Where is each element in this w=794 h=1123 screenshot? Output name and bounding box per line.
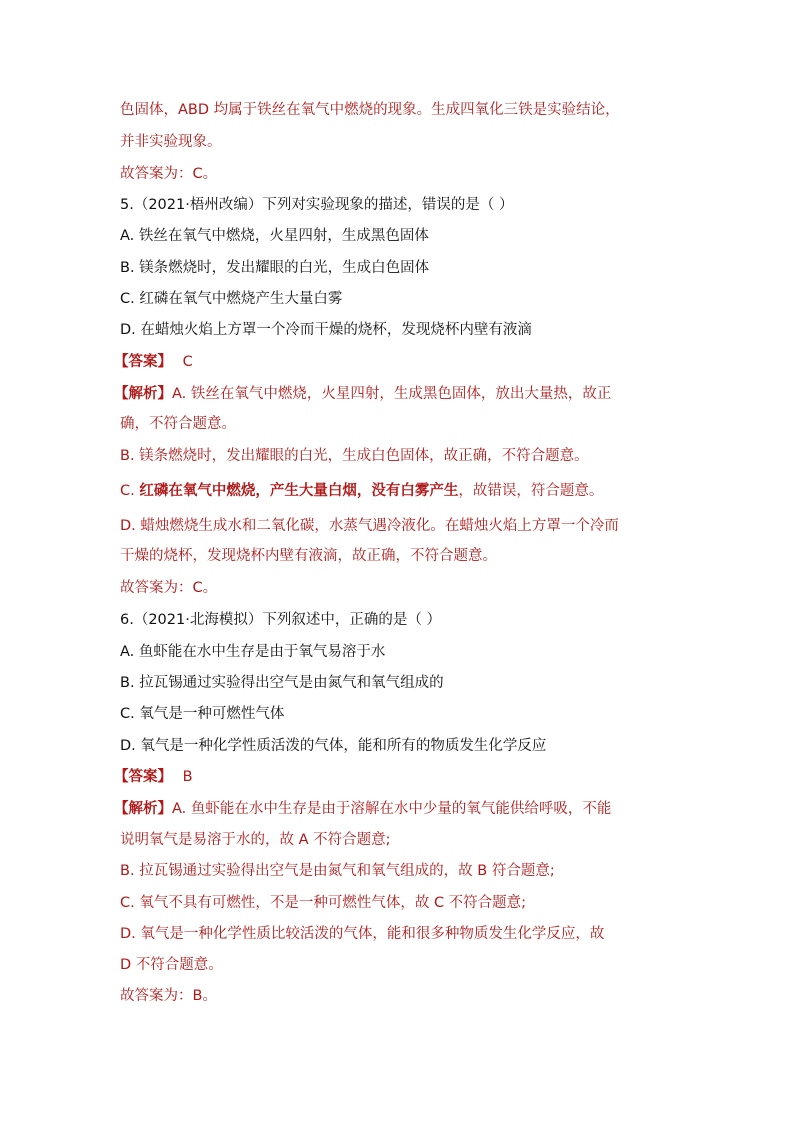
q5-final-answer: 故答案为：C。 xyxy=(120,580,218,596)
q6-option-a: A. 鱼虾能在水中生存是由于氧气易溶于水 xyxy=(120,644,386,660)
answer-value: B xyxy=(182,769,193,785)
q6-analysis-d: D. 氧气是一种化学性质比较活泼的气体，能和很多种物质发生化学反应，故 xyxy=(120,926,605,942)
q5-option-c: C. 红磷在氧气中燃烧产生大量白雾 xyxy=(120,291,343,307)
q6-option-d: D. 氧气是一种化学性质活泼的气体，能和所有的物质发生化学反应 xyxy=(120,738,547,754)
q5-analysis-c-tail: ，故错误，符合题意。 xyxy=(458,483,604,499)
q6-analysis-a-text: A. 鱼虾能在水中生存是由于溶解在水中少量的氧气能供给呼吸，不能 xyxy=(172,801,612,817)
q5-analysis-c-bold-2: 产生大量白烟 xyxy=(269,483,357,499)
q6-analysis-a-cont: 说明氧气是易溶于水的，故 A 不符合题意; xyxy=(120,832,391,848)
answer-value: C xyxy=(182,354,193,370)
analysis-tag: 【解析】 xyxy=(114,386,172,402)
q5-analysis-d-cont: 干燥的烧杯，发现烧杯内壁有液滴，故正确，不符合题意。 xyxy=(120,548,497,564)
q6-answer xyxy=(114,767,674,787)
analysis-tag: 【解析】 xyxy=(114,801,172,817)
q5-option-b: B. 镁条燃烧时，发出耀眼的白光，生成白色固体 xyxy=(120,260,430,276)
q6-option-b: B. 拉瓦锡通过实验得出空气是由氮气和氧气组成的 xyxy=(120,675,444,691)
q6-stem: 6.（2021·北海模拟）下列叙述中，正确的是（ ） xyxy=(120,612,441,628)
q5-analysis-c-comma-1: ， xyxy=(255,483,270,499)
answer-tag: 【答案】 xyxy=(114,769,172,785)
q5-analysis-a-text: A. 铁丝在氧气中燃烧，火星四射，生成黑色固体，放出大量热，故正 xyxy=(172,386,612,402)
q5-analysis-c-bold-3: 没有白雾产生 xyxy=(371,483,459,499)
q6-analysis-a xyxy=(114,799,674,819)
q5-stem: 5.（2021·梧州改编）下列对实验现象的描述，错误的是（ ） xyxy=(120,197,514,213)
q6-analysis-c: C. 氧气不具有可燃性，不是一种可燃性气体，故 C 不符合题意; xyxy=(120,895,527,911)
q5-option-a: A. 铁丝在氧气中燃烧，火星四射，生成黑色固体 xyxy=(120,228,429,244)
q6-final-answer: 故答案为：B。 xyxy=(120,988,217,1004)
q6-option-c: C. 氧气是一种可燃性气体 xyxy=(120,706,285,722)
q5-analysis-d: D. 蜡烛燃烧生成水和二氧化碳，水蒸气遇冷液化。在蜡烛火焰上方罩一个冷而 xyxy=(120,518,619,534)
q5-analysis-a xyxy=(114,384,674,404)
q6-analysis-d-cont: D 不符合题意。 xyxy=(120,957,223,973)
q5-analysis-c-bold-1: 红磷在氧气中燃烧 xyxy=(139,483,256,499)
q5-analysis-c-prefix: C. xyxy=(120,483,140,499)
q5-analysis-c xyxy=(120,481,680,501)
q5-analysis-c-comma-2: ， xyxy=(356,483,372,499)
q5-analysis-a-cont: 确，不符合题意。 xyxy=(120,416,236,432)
prev-analysis-line-2: 并非实验现象。 xyxy=(120,134,222,150)
q5-analysis-b: B. 镁条燃烧时，发出耀眼的白光，生成白色固体，故正确，不符合题意。 xyxy=(120,448,589,464)
prev-analysis-line-1: 色固体，ABD 均属于铁丝在氧气中燃烧的现象。生成四氧化三铁是实验结论， xyxy=(120,102,620,118)
q5-answer xyxy=(114,352,674,372)
prev-answer-line: 故答案为：C。 xyxy=(120,166,218,182)
q5-option-d: D. 在蜡烛火焰上方罩一个冷而干燥的烧杯，发现烧杯内壁有液滴 xyxy=(120,322,532,338)
q6-analysis-b: B. 拉瓦锡通过实验得出空气是由氮气和氧气组成的，故 B 符合题意; xyxy=(120,863,555,879)
answer-tag: 【答案】 xyxy=(114,354,172,370)
